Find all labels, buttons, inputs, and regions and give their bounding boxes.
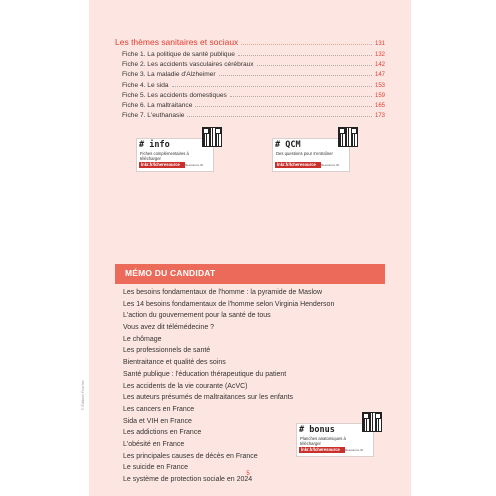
card-tag: # info (139, 140, 170, 150)
card-code: Ressource ID (345, 448, 364, 452)
toc-item-page: 173 (374, 113, 385, 120)
memo-item[interactable]: Vous avez dit télémédecine ? (123, 324, 215, 332)
toc-item-page: 153 (374, 82, 385, 89)
memo-item[interactable]: Les cancers en France (123, 405, 195, 413)
memo-item[interactable]: Les professionnels de santé (123, 347, 211, 355)
card-description: Fiches complémentaires à télécharger (140, 151, 189, 161)
leader-dots (219, 75, 372, 76)
toc-item[interactable] (115, 112, 385, 122)
toc-item[interactable] (115, 51, 385, 61)
card-link[interactable]: lnkr.fr/lcheresource (139, 162, 185, 168)
memo-item[interactable]: Les besoins fondamentaux de l'homme : la pyramide de Maslow (123, 289, 322, 296)
toc-item-label: Fiche 6. La maltraitance (122, 101, 193, 109)
toc-item-page: 159 (374, 92, 385, 99)
qr-code-icon[interactable] (202, 127, 222, 147)
qr-code-icon[interactable] (362, 412, 382, 432)
toc-item[interactable] (115, 61, 385, 71)
memo-item[interactable]: Les addictions en France (123, 429, 202, 437)
toc-item-page: 147 (374, 72, 385, 79)
leader-dots (195, 106, 372, 107)
page-number: 5 (246, 471, 250, 477)
memo-item[interactable]: Le système de protection sociale en 2024 (123, 476, 253, 483)
leader-dots (238, 55, 372, 56)
leader-dots (241, 44, 372, 45)
copyright-note: © Éditions Foucher (81, 380, 85, 410)
toc-item[interactable] (115, 82, 385, 92)
memo-item[interactable]: Le chômage (123, 335, 162, 343)
bonus-resource-card[interactable] (296, 412, 382, 458)
card-code: Ressource ID (321, 163, 340, 167)
toc-item[interactable] (115, 92, 385, 102)
card-description: Des questions pour s'entraîner (276, 151, 333, 156)
toc-item-label: Fiche 2. Les accidents vasculaires cérébraux (122, 61, 254, 69)
toc-item-page: 132 (374, 52, 385, 58)
toc-section-page: 131 (374, 41, 385, 47)
memo-item[interactable]: Les auteurs présumés de maltraitances sur les enfants (123, 394, 294, 402)
toc-item-page: 142 (374, 62, 385, 69)
table-of-contents (115, 37, 385, 122)
qr-code-icon[interactable] (338, 127, 358, 147)
leader-dots (172, 86, 372, 87)
card-tag: # bonus (299, 425, 335, 435)
toc-item[interactable] (115, 102, 385, 112)
toc-item-label: Fiche 3. La maladie d'Alzheimer (122, 71, 216, 79)
toc-item-label: Fiche 1. La politique de santé publique (122, 51, 235, 58)
memo-item[interactable]: Bientraitance et qualité des soins (123, 359, 226, 367)
qcm-resource-card[interactable] (272, 127, 358, 173)
info-resource-card[interactable] (136, 127, 222, 173)
card-code: Ressource ID (185, 163, 204, 167)
memo-item[interactable]: Le suicide en France (123, 464, 188, 472)
toc-section-heading[interactable] (115, 37, 385, 49)
card-description: Planches anatomiques à télécharger (300, 436, 346, 446)
leader-dots (230, 96, 372, 97)
toc-item-label: Fiche 7. L'euthanasie (122, 112, 185, 120)
toc-item-page: 165 (374, 102, 385, 109)
memo-item[interactable]: Santé publique : l'éducation thérapeutique du patient (123, 370, 287, 378)
leader-dots (187, 116, 372, 117)
toc-item-label: Fiche 5. Les accidents domestiques (122, 91, 227, 99)
memo-item[interactable]: Les 14 besoins fondamentaux de l'homme selon Virginia Henderson (123, 300, 335, 308)
toc-section-title: Les thèmes sanitaires et sociaux (115, 37, 239, 47)
leader-dots (257, 65, 372, 66)
memo-item[interactable]: Les principales causes de décès en France (123, 452, 258, 460)
toc-item[interactable] (115, 71, 385, 81)
card-link[interactable]: lnkr.fr/lcheresource (275, 162, 321, 168)
card-tag: # QCM (275, 140, 301, 150)
memo-item[interactable]: L'action du gouvernement pour la santé de tous (123, 312, 271, 320)
memo-header-band (115, 264, 385, 284)
memo-item[interactable]: Sida et VIH en France (123, 417, 192, 425)
memo-title: MÉMO DU CANDIDAT (125, 268, 216, 278)
memo-item[interactable]: L'obésité en France (123, 440, 185, 448)
memo-item[interactable]: Les accidents de la vie courante (AcVC) (123, 382, 248, 390)
card-link[interactable]: lnkr.fr/lcheresource (299, 447, 345, 453)
toc-item-label: Fiche 4. Le sida (122, 81, 169, 89)
